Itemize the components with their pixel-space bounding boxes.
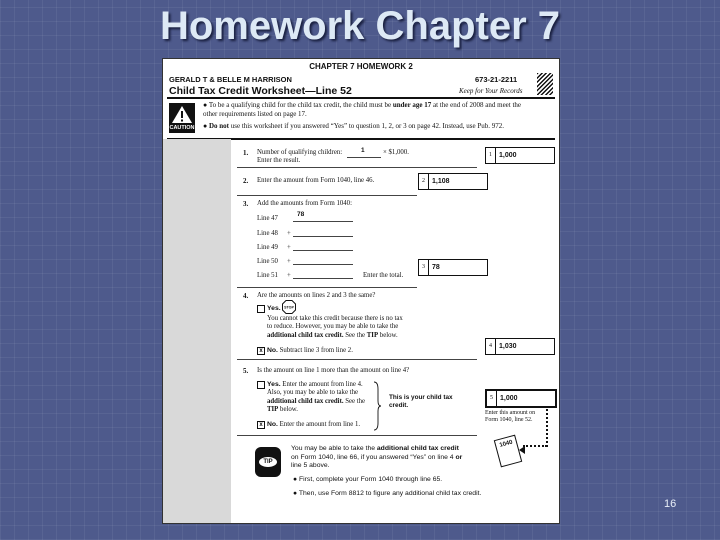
- line-49-plus: +: [287, 244, 291, 251]
- stop-label: STOP: [284, 305, 294, 310]
- line-2-rule: [237, 195, 417, 196]
- form-header: CHAPTER 7 HOMEWORK 2: [309, 62, 413, 71]
- line-5-yes-text: Yes. Enter the amount from line 4. Also, you may be able to take the additional child tax credit. See the TIP below.: [267, 381, 366, 414]
- line-4-number: 4.: [243, 292, 249, 300]
- line-5-no-text: No. Enter the amount from line 1.: [267, 421, 361, 428]
- line-4-rule: [237, 359, 477, 360]
- line-47-fill-line: [293, 221, 353, 222]
- header-rule: [167, 97, 555, 99]
- line-51-plus: +: [287, 272, 291, 279]
- worksheet-document: [162, 58, 560, 524]
- line-47-label: Line 47: [257, 215, 278, 222]
- line-49-fill-line: [293, 250, 353, 251]
- line-49-label: Line 49: [257, 244, 278, 251]
- line-4-yes-text: You cannot take this credit because there is no tax to reduce. However, you may be able to take the additional child tax credit. See the TIP below.: [267, 315, 403, 339]
- line-51-label: Line 51: [257, 272, 278, 279]
- slide-title: Homework Chapter 7: [159, 4, 561, 48]
- line-3-box-number: 3: [419, 260, 429, 275]
- dotted-connector: [546, 409, 550, 447]
- line-4-yes-checkbox[interactable]: [257, 305, 265, 313]
- keep-records-note: Keep for Your Records: [459, 87, 523, 95]
- line-4-no-checkbox[interactable]: x: [257, 347, 265, 355]
- line-2-box: [418, 173, 488, 190]
- form-1040-icon: 1040: [494, 435, 522, 468]
- line-1-fill-line: [347, 157, 381, 158]
- instruction-bullet-1: ● To be a qualifying child for the child tax credit, the child must be under age 17 at the end of 2008 and meet the other requirements listed on page 17.: [203, 101, 522, 118]
- form-barcode-icon: [537, 73, 553, 95]
- enter-amount-note: Enter this amount on Form 1040, line 52.: [485, 410, 536, 424]
- tip-icon: [255, 447, 281, 477]
- line-5-amount: 1,000: [500, 395, 518, 402]
- line-1-instruction: Enter the result.: [257, 157, 301, 164]
- line-51-fill-line: [293, 278, 353, 279]
- line-50-plus: +: [287, 258, 291, 265]
- line-5-box-number: 5: [487, 391, 497, 406]
- line-4-yes-label: Yes.: [267, 305, 281, 312]
- line-48-plus: +: [287, 230, 291, 237]
- line-4-no-text: No. Subtract line 3 from line 2.: [267, 347, 353, 354]
- instruction-bullet-2: ● Do not use this worksheet if you answered “Yes” to question 1, 2, or 3 on page 42. Instead, use Pub. 972.: [203, 122, 504, 130]
- line-5-question: Is the amount on line 1 more than the amount on line 4?: [257, 367, 410, 374]
- line-4-question: Are the amounts on lines 2 and 3 the same?: [257, 292, 376, 299]
- line-2-text: Enter the amount from Form 1040, line 46.: [257, 177, 375, 184]
- line-1-box: [485, 147, 555, 164]
- line-4-box: [485, 338, 555, 355]
- line-1-number: 1.: [243, 149, 249, 157]
- caution-label: CAUTION: [169, 125, 195, 131]
- line-47-value: 78: [297, 211, 305, 218]
- line-1-multiplier: × $1,000.: [383, 149, 409, 156]
- line-3-text: Add the amounts from Form 1040:: [257, 200, 352, 207]
- line-1-rule: [237, 167, 477, 168]
- qualifying-children-value: 1: [361, 147, 365, 154]
- line-5-rule: [237, 435, 477, 436]
- line-2-number: 2.: [243, 177, 249, 185]
- line-50-fill-line: [293, 264, 353, 265]
- line-5-yes-checkbox[interactable]: [257, 381, 265, 389]
- line-50-label: Line 50: [257, 258, 278, 265]
- enter-total-text: Enter the total.: [363, 272, 404, 279]
- line-3-rule: [237, 287, 417, 288]
- line-4-box-number: 4: [486, 339, 496, 354]
- dotted-arrow-line: [523, 445, 547, 447]
- slide-number: 16: [664, 498, 677, 510]
- line-5-number: 5.: [243, 367, 249, 375]
- line-48-label: Line 48: [257, 230, 278, 237]
- taxpayer-names: GERALD T & BELLE M HARRISON: [169, 75, 292, 84]
- tip-bullet-1: ● First, complete your Form 1040 through line 65.: [293, 476, 443, 483]
- line-5-no-checkbox[interactable]: x: [257, 421, 265, 429]
- left-margin-shade: [163, 139, 231, 523]
- line-1-text: Number of qualifying children:: [257, 149, 343, 156]
- line-2-box-number: 2: [419, 174, 429, 189]
- taxpayer-ssn: 673-21-2211: [475, 75, 518, 84]
- line-5-box: [485, 389, 557, 408]
- line-3-number: 3.: [243, 200, 249, 208]
- line-2-amount: 1,108: [432, 178, 450, 185]
- tip-text: You may be able to take the additional child tax credit on Form 1040, line 66, if you answered “Yes” on line 4 or line 5 above.: [291, 445, 463, 470]
- line-3-box: [418, 259, 488, 276]
- line-5-brace: [373, 381, 381, 436]
- tip-label: TIP: [259, 457, 277, 467]
- worksheet-title: Child Tax Credit Worksheet—Line 52: [169, 85, 352, 97]
- line-1-amount: 1,000: [499, 152, 517, 159]
- credit-result-text: This is your child tax credit.: [389, 394, 453, 410]
- line-4-amount: 1,030: [499, 343, 517, 350]
- line-3-amount: 78: [432, 264, 440, 271]
- tip-bullet-2: ● Then, use Form 8812 to figure any additional child tax credit.: [293, 490, 482, 497]
- line-1-box-number: 1: [486, 148, 496, 163]
- line-48-fill-line: [293, 236, 353, 237]
